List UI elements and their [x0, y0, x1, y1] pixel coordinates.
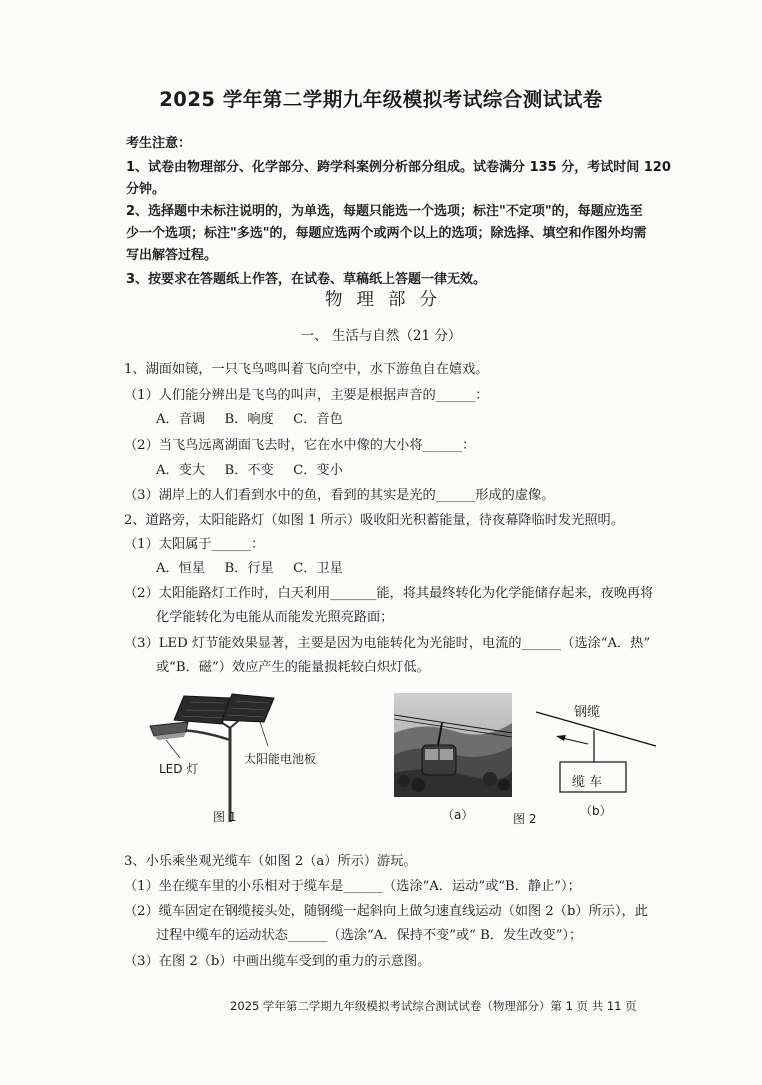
- q1-stem: 1、湖面如镜，一只飞鸟鸣叫着飞向空中，水下游鱼自在嬉戏。: [124, 362, 489, 377]
- q2-part1-options: A．恒星 B．行星 C．卫星: [156, 561, 343, 576]
- notice-line-5: 写出解答过程。: [126, 248, 218, 263]
- q2-stem: 2、道路旁，太阳能路灯（如图 1 所示）吸收阳光积蓄能量，待夜幕降临时发光照明。: [124, 513, 624, 528]
- fig2b-caption: （b）: [580, 804, 612, 818]
- fig1-led-label: LED 灯: [159, 762, 199, 776]
- q2-part3-line2: 或“B．磁”）效应产生的能量损耗较白炽灯低。: [156, 660, 430, 675]
- q3-stem: 3、小乐乘坐观光缆车（如图 2（a）所示）游玩。: [124, 854, 417, 869]
- fig2a-caption: （a）: [442, 808, 474, 822]
- notice-line-1: 1、试卷由物理部分、化学部分、跨学科案例分析部分组成。试卷满分 135 分，考试时间 120: [126, 160, 671, 175]
- notice-line-2: 分钟。: [126, 182, 166, 197]
- subsection-title: 一、 生活与自然（21 分）: [300, 328, 462, 344]
- fig2b-car-label: 缆 车: [572, 775, 603, 790]
- exam-title: 2025 学年第二学期九年级模拟考试综合测试试卷: [159, 88, 603, 111]
- q1-part1-options: A．音调 B．响度 C．音色: [156, 412, 343, 427]
- q1-part2-options: A．变大 B．不变 C．变小: [156, 463, 343, 478]
- notice-line-3: 2、选择题中未标注说明的，为单选，每题只能选一个选项；标注"不定项"的，每题应选至: [126, 204, 643, 219]
- section-title: 物理部分: [325, 290, 451, 310]
- fig2b-cable-label: 钢缆: [574, 705, 601, 720]
- q2-part2-line2: 化学能转化为电能从而能发光照亮路面；: [156, 610, 394, 625]
- q2-part3-line1: （3）LED 灯节能效果显著，主要是因为电能转化为光能时，电流的______（选涂“A．热”: [124, 636, 651, 651]
- notice-heading: 考生注意：: [126, 136, 192, 151]
- q2-part2-line1: （2）太阳能路灯工作时，白天利用_______能，将其最终转化为化学能储存起来，夜晚再将: [124, 586, 654, 601]
- q1-part2: （2）当飞鸟远离湖面飞去时，它在水中像的大小将______：: [124, 438, 476, 453]
- page-footer: 2025 学年第二学期九年级模拟考试综合测试试卷（物理部分）第 1 页 共 11 页: [230, 999, 637, 1013]
- q3-part1: （1）坐在缆车里的小乐相对于缆车是______（选涂“A．运动”或“B．静止”）；: [124, 879, 581, 894]
- q3-part3: （3）在图 2（b）中画出缆车受到的重力的示意图。: [124, 954, 431, 969]
- fig1-panel-label: 太阳能电池板: [244, 752, 317, 766]
- fig1-caption: 图 1: [213, 810, 237, 824]
- q3-part2-line2: 过程中缆车的运动状态______（选涂“A．保持不变”或“ B．发生改变”）；: [156, 928, 583, 943]
- notice-line-6: 3、按要求在答题纸上作答，在试卷、草稿纸上答题一律无效。: [126, 272, 487, 287]
- q1-part3: （3）湖岸上的人们看到水中的鱼，看到的其实是光的______形成的虚像。: [124, 488, 555, 503]
- fig2-caption: 图 2: [513, 812, 537, 826]
- q2-part1: （1）太阳属于______：: [124, 537, 265, 552]
- notice-line-4: 少一个选项；标注"多选"的，每题应选两个或两个以上的选项；除选择、填空和作图外均需: [126, 226, 647, 241]
- figure-2a-cable-car-photo: [394, 693, 512, 797]
- q3-part2-line1: （2）缆车固定在钢缆接头处，随钢缆一起斜向上做匀速直线运动（如图 2（b）所示），此: [124, 904, 648, 919]
- q1-part1: （1）人们能分辨出是飞鸟的叫声，主要是根据声音的______：: [124, 388, 489, 403]
